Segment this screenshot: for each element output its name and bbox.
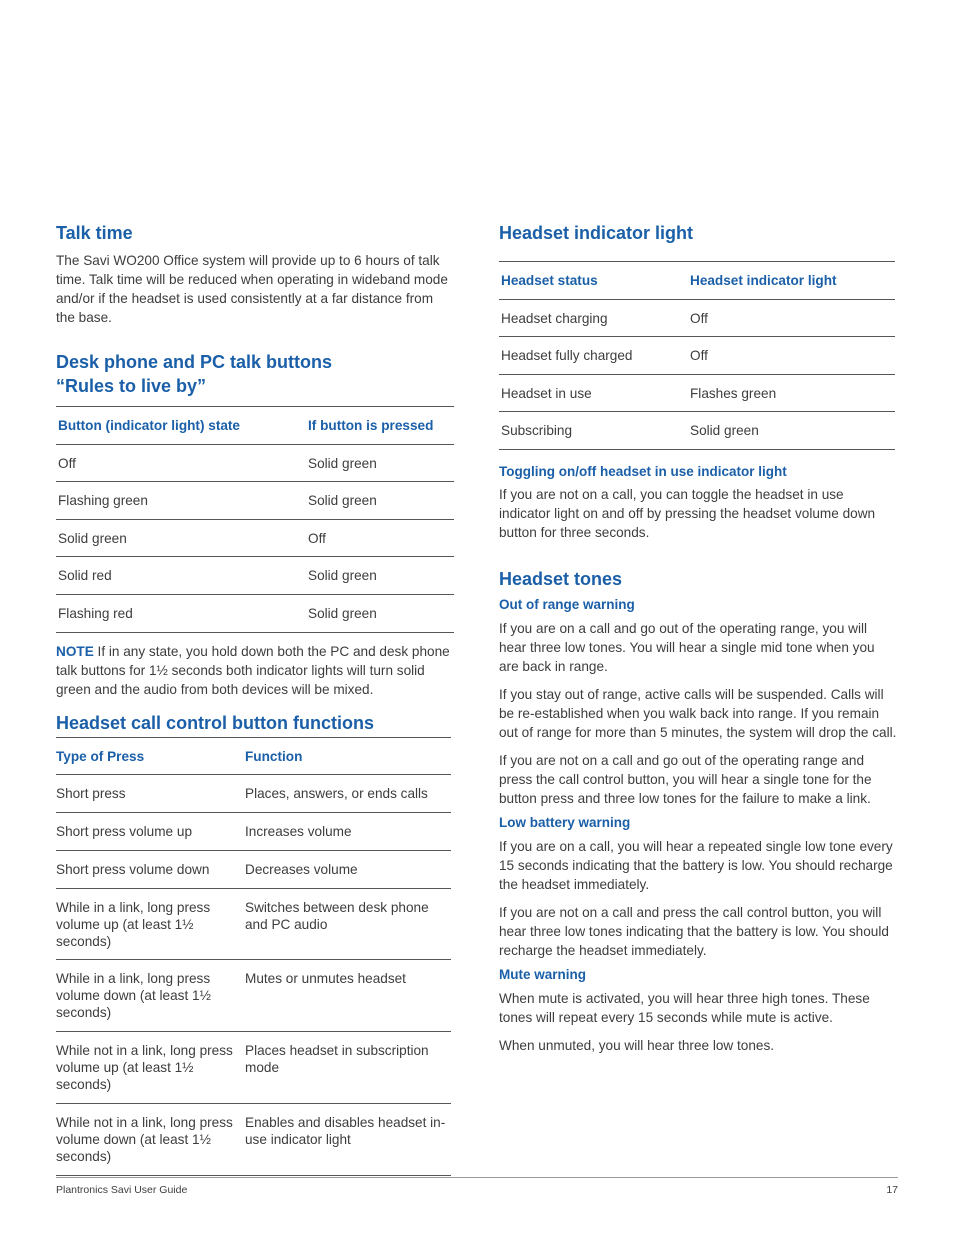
rules-pressed-cell: Solid green <box>306 482 454 520</box>
call-control-col2-header: Function <box>245 737 451 775</box>
table-row <box>56 594 454 632</box>
toggle-body: If you are not on a call, you can toggle the headset in use indicator light on and off by pressing the headset volume down button for three seconds. <box>499 486 876 540</box>
rules-heading <box>56 350 454 398</box>
table-row <box>56 850 451 888</box>
note-label: NOTE <box>56 643 94 659</box>
table-row <box>499 337 895 375</box>
table-row <box>56 960 451 1032</box>
tones-heading: Headset tones <box>499 568 623 589</box>
press-type-cell: Short press <box>56 775 245 813</box>
rules-pressed-cell: Solid green <box>306 557 454 595</box>
page-footer <box>56 1177 898 1196</box>
indicator-light-cell: Solid green <box>688 412 895 450</box>
rules-state-cell: Flashing red <box>56 594 306 632</box>
table-row <box>56 444 454 482</box>
toggle-heading: Toggling on/off headset in use indicator light <box>499 463 787 479</box>
indicator-table <box>499 261 895 450</box>
call-control-col1-header: Type of Press <box>56 737 245 775</box>
headset-status-cell: Headset in use <box>499 374 688 412</box>
headset-status-cell: Subscribing <box>499 412 688 450</box>
function-cell: Increases volume <box>245 813 451 851</box>
press-type-cell: While in a link, long press volume down (at least 1½ seconds) <box>56 960 245 1032</box>
table-row <box>56 813 451 851</box>
rules-state-cell: Off <box>56 444 306 482</box>
mute-heading: Mute warning <box>499 966 586 982</box>
call-control-table <box>56 737 451 1176</box>
table-row <box>499 374 895 412</box>
headset-status-cell: Headset fully charged <box>499 337 688 375</box>
right-column <box>499 222 897 1055</box>
rules-pressed-cell: Solid green <box>306 594 454 632</box>
indicator-light-cell: Off <box>688 337 895 375</box>
press-type-cell: While not in a link, long press volume up (at least 1½ seconds) <box>56 1032 245 1104</box>
function-cell: Enables and disables headset in-use indicator light <box>245 1103 451 1175</box>
rules-pressed-cell: Off <box>306 519 454 557</box>
table-row <box>56 519 454 557</box>
press-type-cell: Short press volume up <box>56 813 245 851</box>
mute-p1: When mute is activated, you will hear three high tones. These tones will repeat every 15 seconds while mute is active. <box>499 990 870 1025</box>
mute-p2: When unmuted, you will hear three low tones. <box>499 1037 775 1053</box>
rules-col1-header: Button (indicator light) state <box>56 407 306 445</box>
indicator-light-cell: Flashes green <box>688 374 895 412</box>
rules-col2-header: If button is pressed <box>306 407 454 445</box>
press-type-cell: While not in a link, long press volume down (at least 1½ seconds) <box>56 1103 245 1175</box>
function-cell: Places, answers, or ends calls <box>245 775 451 813</box>
note-paragraph <box>56 642 454 699</box>
headset-status-cell: Headset charging <box>499 299 688 337</box>
out-of-range-heading: Out of range warning <box>499 596 635 612</box>
table-header-row <box>499 262 895 300</box>
table-header-row <box>56 737 451 775</box>
low-battery-heading: Low battery warning <box>499 814 631 830</box>
table-header-row <box>56 407 454 445</box>
indicator-light-cell: Off <box>688 299 895 337</box>
table-row <box>56 888 451 960</box>
rules-pressed-cell: Solid green <box>306 444 454 482</box>
table-row <box>56 775 451 813</box>
table-row <box>499 299 895 337</box>
function-cell: Switches between desk phone and PC audio <box>245 888 451 960</box>
left-column <box>56 222 454 1176</box>
rules-heading-line2: “Rules to live by” <box>56 376 207 396</box>
table-row <box>499 412 895 450</box>
out-of-range-p3: If you are not on a call and go out of the operating range and press the call control button, you will hear a single tone for the button press and three low tones for the failure to make a link. <box>499 752 872 806</box>
rules-state-cell: Solid green <box>56 519 306 557</box>
out-of-range-p1: If you are on a call and go out of the operating range, you will hear three low tones. You will hear a single mid tone when you are back in range. <box>499 620 875 674</box>
indicator-col1-header: Headset status <box>499 262 688 300</box>
low-battery-p1: If you are on a call, you will hear a repeated single low tone every 15 seconds indicating that the battery is low. You should recharge the headset immediately. <box>499 838 893 892</box>
rules-state-cell: Solid red <box>56 557 306 595</box>
table-row <box>56 1032 451 1104</box>
footer-title: Plantronics Savi User Guide <box>56 1184 188 1196</box>
note-text: If in any state, you hold down both the PC and desk phone talk buttons for 1½ seconds both indicator lights will turn solid green and the audio from both devices will be mixed. <box>56 643 450 697</box>
indicator-col2-header: Headset indicator light <box>688 262 895 300</box>
press-type-cell: While in a link, long press volume up (at least 1½ seconds) <box>56 888 245 960</box>
rules-table <box>56 406 454 633</box>
indicator-heading: Headset indicator light <box>499 223 694 243</box>
function-cell: Mutes or unmutes headset <box>245 960 451 1032</box>
table-row <box>56 1103 451 1175</box>
rules-state-cell: Flashing green <box>56 482 306 520</box>
function-cell: Places headset in subscription mode <box>245 1032 451 1104</box>
table-row <box>56 482 454 520</box>
call-control-heading: Headset call control button functions <box>56 712 375 733</box>
page-number: 17 <box>886 1184 898 1196</box>
table-row <box>56 557 454 595</box>
press-type-cell: Short press volume down <box>56 850 245 888</box>
rules-heading-line1: Desk phone and PC talk buttons <box>56 352 333 372</box>
function-cell: Decreases volume <box>245 850 451 888</box>
talk-time-heading: Talk time <box>56 223 133 243</box>
talk-time-body: The Savi WO200 Office system will provide up to 6 hours of talk time. Talk time will be reduced when operating in wideband mode and/or if the headset is used consistently at a far distance from the base. <box>56 253 448 325</box>
low-battery-p2: If you are not on a call and press the call control button, you will hear three low tones indicating that the battery is low. You should recharge the headset immediately. <box>499 904 889 958</box>
out-of-range-p2: If you stay out of range, active calls will be suspended. Calls will be re-established when you walk back into range. If you remain out of range for more than 5 minutes, the system will drop the call. <box>499 686 897 740</box>
